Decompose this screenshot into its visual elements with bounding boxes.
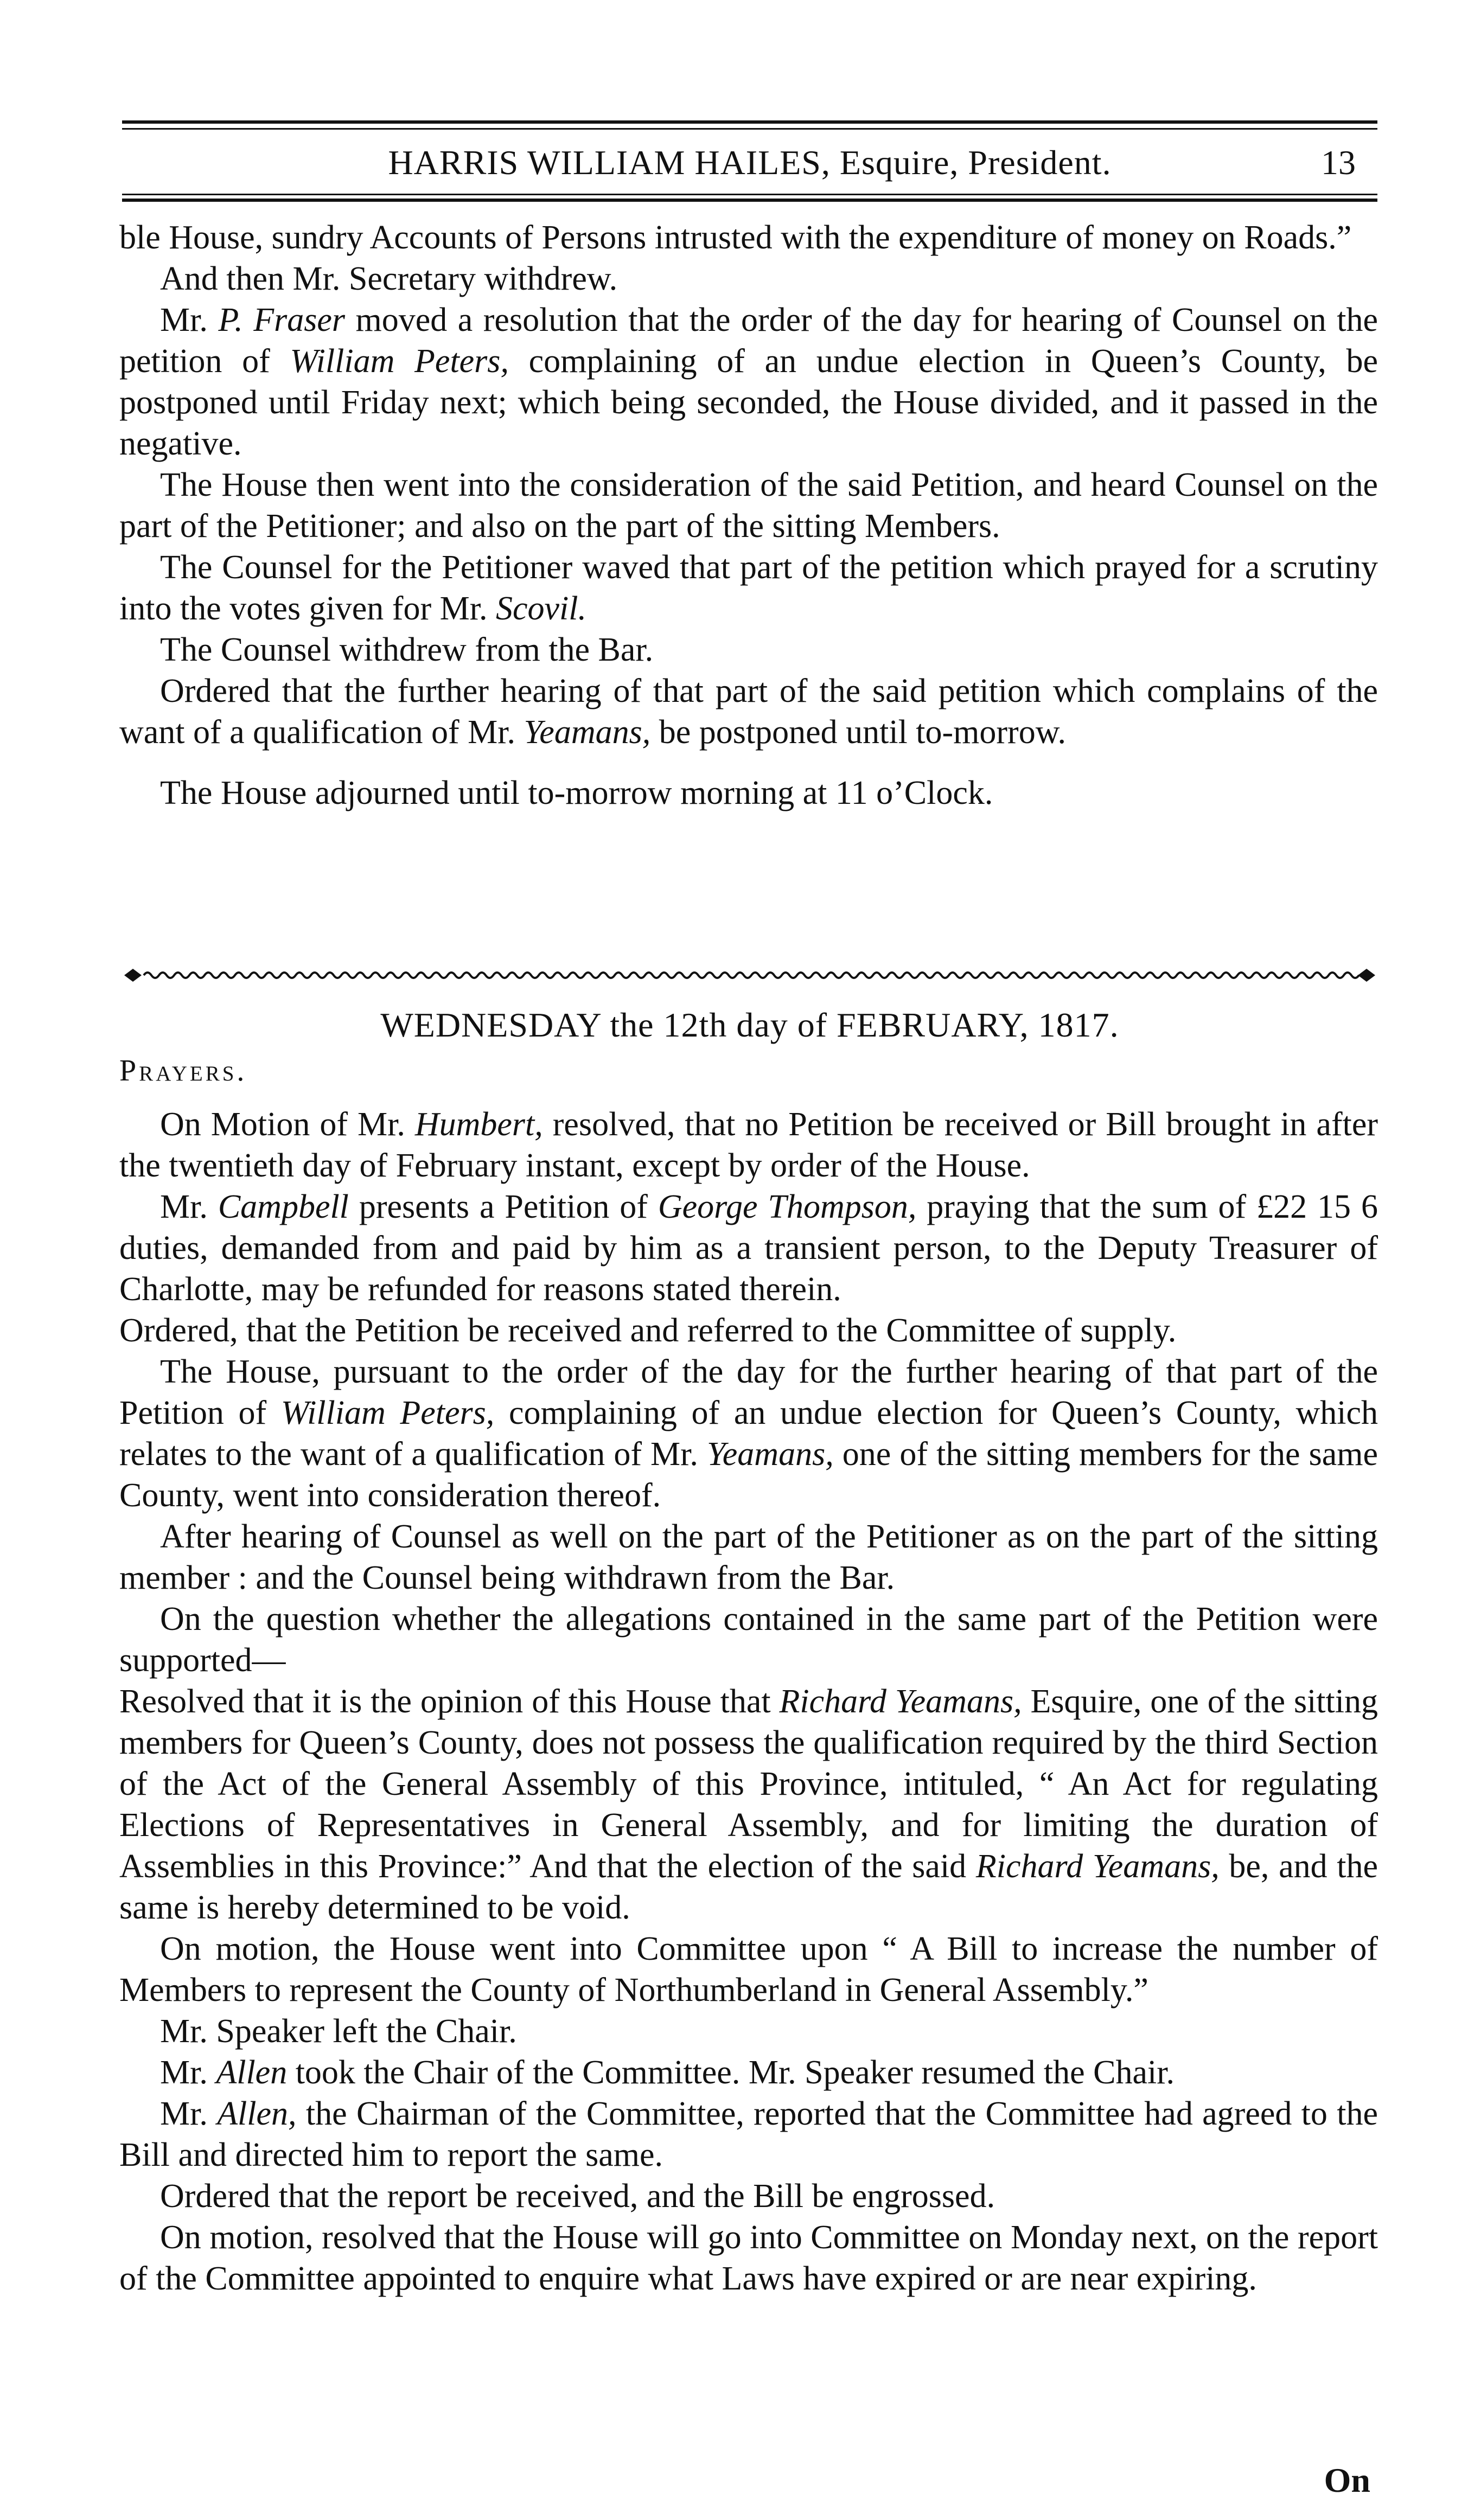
italic-name: Yeamans, [524,714,651,751]
ornamental-divider [122,964,1377,986]
paragraph-adjourned [119,772,1378,814]
paragraph-ordered-yeamans [119,670,1378,753]
paragraph-allen-report [119,2093,1378,2176]
text-run: be, and the same is hereby determined to be void. [119,1848,1378,1926]
paragraph-secretary [119,258,1378,299]
day-heading: WEDNESDAY the 12th day of FEBRUARY, 1817. [380,1006,1119,1044]
text-run: The Counsel withdrew from the Bar. [160,631,654,668]
first-day-proceedings [119,217,1378,814]
text-run: ble House, sundry Accounts of Persons intrusted with the expenditure of money on Roads.” [119,219,1352,256]
paragraph-speaker-left [119,2011,1378,2052]
text-run: Mr. [160,2054,216,2091]
paragraph-laws [119,2217,1378,2299]
paragraph-after-hearing [119,1516,1378,1598]
italic-name: Humbert, [414,1106,543,1143]
text-run: Ordered that the report be received, and the Bill be engrossed. [160,2178,995,2215]
text-run: On the question whether the allegations contained in the same part of the Petition were supported— [119,1601,1378,1679]
paragraph-engrossed [119,2176,1378,2217]
italic-name: Richard Yeamans, [975,1848,1220,1885]
italic-name: Richard Yeamans, [779,1683,1022,1720]
text-run: presents a Petition of [348,1188,658,1225]
paragraph-question [119,1598,1378,1681]
italic-name: William Peters, [280,1395,495,1431]
paragraph-fraser [119,299,1378,464]
text-run: one of the sitting members for the same County, went into consideration thereof. [119,1436,1378,1514]
text-run: complaining of an undue election for Queen’s County, which relates to the want of a qualification of Mr. [119,1395,1378,1473]
second-day-proceedings [119,1104,1378,2299]
text-run: moved a resolution that the order of the day for hearing of Counsel on the petition of [119,302,1378,380]
italic-name: Allen, [217,2095,297,2132]
header-bottom-rule [122,199,1377,202]
paragraph-northumberland [119,1928,1378,2011]
text-run: Mr. [160,302,219,338]
text-run: the Chairman of the Committee, reported that the Committee had agreed to the Bill and directed him to report the same. [119,2095,1378,2173]
italic-name: Allen [216,2054,288,2091]
paragraph-humbert [119,1104,1378,1186]
text-run: resolved, that no Petition be received or Bill brought in after the twentieth day of February instant, except by order of the House. [119,1106,1378,1184]
text-run: The Counsel for the Petitioner waved that part of the petition which prayed for a scrutiny into the votes given for Mr. [119,549,1378,627]
paragraph-resolved [119,1681,1378,1928]
text-run: Mr. [160,1188,218,1225]
text-run: be postponed until to-morrow. [650,714,1066,751]
italic-name: George Thompson, [658,1188,917,1225]
text-run: The House adjourned until to-morrow morning at 11 o’Clock. [160,775,993,811]
text-run: The House then went into the consideration of the said Petition, and heard Counsel on the part of the Petitioner; and also on the part of the sitting Members. [119,466,1378,545]
paragraph-cont [119,217,1378,258]
prayers-label: Prayers. [119,1054,247,1088]
page-number: 13 [1321,143,1356,182]
text-run: Mr. [160,2095,218,2132]
italic-name: Scovil. [495,590,586,627]
running-head: HARRIS WILLIAM HAILES, Esquire, President. [388,143,1112,182]
paragraph-allen-chair [119,2052,1378,2093]
text-run: After hearing of Counsel as well on the part of the Petitioner as on the part of the sitting member : and the Counsel being withdrawn from the Bar. [119,1518,1378,1596]
italic-name: William Peters, [290,343,509,380]
catchword: On [1324,2461,1370,2499]
text-run: complaining of an undue election in Queen’s County, be postponed until Friday next; which being seconded, the House divided, and it passed in the negative. [119,343,1378,462]
italic-name: Campbell [218,1188,349,1225]
header-top-rule [122,120,1377,124]
text-run: praying that the sum of £22 15 6 duties, demanded from and paid by him as a transient person, to the Deputy Treasurer of Charlotte, may be refunded for reasons stated therein. [119,1188,1378,1308]
header-bottom-rule-thin [122,194,1377,195]
paragraph-scrutiny [119,547,1378,629]
text-run: Ordered that the further hearing of that part of the said petition which complains of the want of a qualification of Mr. [119,673,1378,751]
text-run: On Motion of Mr. [160,1106,415,1143]
italic-name: P. Fraser [218,302,346,338]
paragraph-pursuant [119,1351,1378,1516]
paragraph-campbell [119,1186,1378,1310]
text-run: took the Chair of the Committee. Mr. Speaker resumed the Chair. [287,2054,1175,2091]
text-run: On motion, the House went into Committee upon “ A Bill to increase the number of Members to represent the County of Northumberland in General Assembly.” [119,1930,1378,2009]
text-run: The House, pursuant to the order of the day for the further hearing of that part of the Petition of [119,1353,1378,1431]
text-run: And then Mr. Secretary withdrew. [160,260,618,297]
page-header [122,136,1377,190]
text-run: Resolved that it is the opinion of this House that [119,1683,780,1720]
text-run: On motion, resolved that the House will go into Committee on Monday next, on the report of the Committee appointed to enquire what Laws have expired or are near expiring. [119,2219,1378,2297]
text-run: Mr. Speaker left the Chair. [160,2013,517,2050]
paragraph-consideration [119,464,1378,547]
italic-name: Yeamans, [707,1436,834,1473]
header-top-rule-thin [122,128,1377,130]
paragraph-supply [119,1310,1378,1351]
text-run: Ordered, that the Petition be received and referred to the Committee of supply. [119,1312,1177,1349]
paragraph-counsel-withdrew [119,629,1378,670]
text-run: Esquire, one of the sitting members for Queen’s County, does not possess the qualification required by the third Section of the Act of the General Assembly of this Province, intituled, “ An Act for regulating Elections of Representatives in General Assembly, and for limiting the duration of Assemblies in this Province:” And that the election of the said [119,1683,1378,1885]
